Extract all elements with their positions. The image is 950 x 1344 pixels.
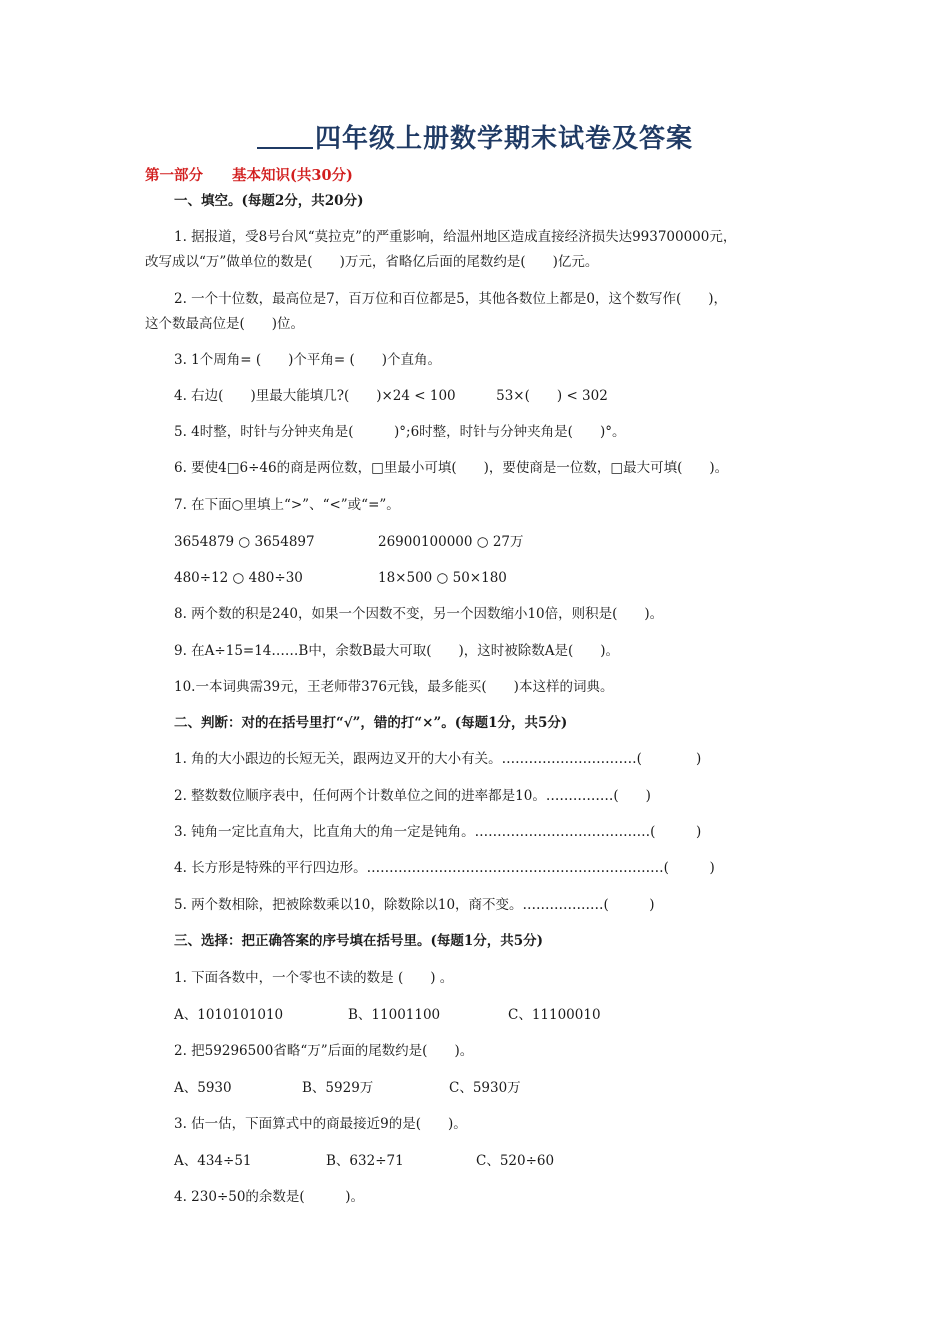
question-1-7-row1-col2: 26900100000 ○ 27万 bbox=[378, 534, 524, 550]
part-heading: 第一部分 基本知识(共30分) bbox=[145, 167, 353, 184]
question-3-3-option-b: B、632÷71 bbox=[326, 1153, 404, 1169]
section2-heading: 二、判断：对的在括号里打“√”，错的打“×”。(每题1分，共5分) bbox=[174, 715, 568, 731]
title-blank bbox=[257, 125, 313, 149]
question-1-7-row2-col2: 18×500 ○ 50×180 bbox=[378, 570, 507, 586]
question-1-10: 10.一本词典需39元，王老师带376元钱，最多能买( )本这样的词典。 bbox=[174, 679, 614, 695]
question-3-2: 2. 把59296500省略“万”后面的尾数约是( )。 bbox=[174, 1043, 474, 1059]
section1-heading: 一、填空。(每题2分，共20分) bbox=[174, 193, 364, 209]
question-1-9: 9. 在A÷15=14……B中，余数B最大可取( )，这时被除数A是( )。 bbox=[174, 643, 620, 659]
title-text: 四年级上册数学期末试卷及答案 bbox=[314, 124, 693, 154]
question-1-2a: 2. 一个十位数，最高位是7，百万位和百位都是5，其他各数位上都是0，这个数写作( )， bbox=[174, 291, 727, 307]
section3-heading: 三、选择：把正确答案的序号填在括号里。(每题1分，共5分) bbox=[174, 933, 544, 949]
question-3-4: 4. 230÷50的余数是( )。 bbox=[174, 1189, 364, 1205]
question-3-1-option-a: A、1010101010 bbox=[174, 1007, 284, 1023]
question-3-3: 3. 估一估，下面算式中的商最接近9的是( )。 bbox=[174, 1116, 467, 1132]
question-1-1b: 改写成以“万”做单位的数是( )万元，省略亿后面的尾数约是( )亿元。 bbox=[145, 254, 599, 270]
question-3-3-option-a: A、434÷51 bbox=[174, 1153, 252, 1169]
question-1-7: 7. 在下面○里填上“>”、“<”或“=”。 bbox=[174, 497, 400, 513]
question-3-3-option-c: C、520÷60 bbox=[476, 1153, 555, 1169]
question-3-2-option-a: A、5930 bbox=[174, 1080, 232, 1096]
question-2-5: 5. 两个数相除，把被除数乘以10，除数除以10，商不变。………………( ) bbox=[174, 897, 655, 913]
question-1-1a: 1. 据报道，受8号台风“莫拉克”的严重影响，给温州地区造成直接经济损失达993700000元， bbox=[174, 229, 737, 245]
question-1-7-row2-col1: 480÷12 ○ 480÷30 bbox=[174, 570, 303, 586]
question-1-3: 3. 1个周角= ( )个平角= ( )个直角。 bbox=[174, 352, 442, 368]
question-3-2-option-c: C、5930万 bbox=[449, 1080, 521, 1096]
question-2-1: 1. 角的大小跟边的长短无关，跟两边叉开的大小有关。…………………………( ) bbox=[174, 751, 702, 767]
question-3-1-option-b: B、11001100 bbox=[348, 1007, 441, 1023]
question-3-1: 1. 下面各数中，一个零也不读的数是 ( ) 。 bbox=[174, 970, 454, 986]
question-1-7-row1-col1: 3654879 ○ 3654897 bbox=[174, 534, 315, 550]
question-3-1-option-c: C、11100010 bbox=[508, 1007, 601, 1023]
page-title bbox=[0, 118, 950, 155]
question-1-4: 4. 右边( )里最大能填几?( )×24 < 100 53×( ) < 302 bbox=[174, 388, 608, 404]
question-2-3: 3. 钝角一定比直角大，比直角大的角一定是钝角。…………………………………( ) bbox=[174, 824, 702, 840]
question-1-5: 5. 4时整，时针与分钟夹角是( )°;6时整，时针与分钟夹角是( )°。 bbox=[174, 424, 626, 440]
question-1-2b: 这个数最高位是( )位。 bbox=[145, 316, 305, 332]
question-2-2: 2. 整数数位顺序表中，任何两个计数单位之间的进率都是10。……………( ) bbox=[174, 788, 651, 804]
question-1-6: 6. 要使4□6÷46的商是两位数，□里最小可填( )，要使商是一位数，□最大可填( )。 bbox=[174, 460, 729, 476]
question-3-2-option-b: B、5929万 bbox=[302, 1080, 374, 1096]
question-2-4: 4. 长方形是特殊的平行四边形。…………………………………………………………( ) bbox=[174, 860, 715, 876]
question-1-8: 8. 两个数的积是240，如果一个因数不变，另一个因数缩小10倍，则积是( )。 bbox=[174, 606, 664, 622]
